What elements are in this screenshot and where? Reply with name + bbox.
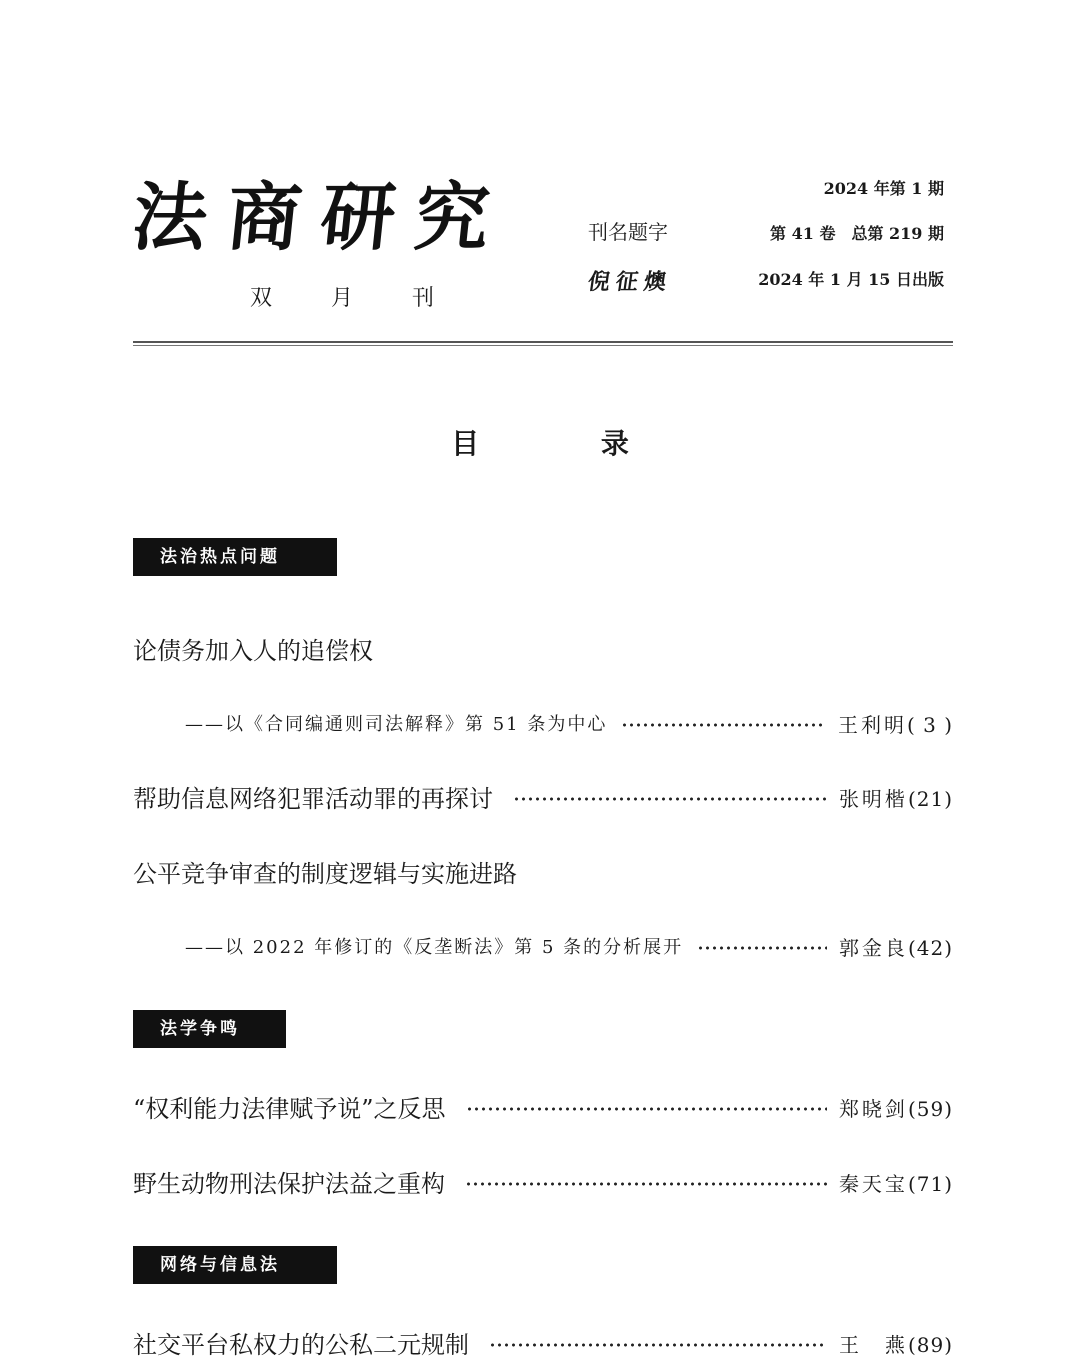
journal-logo: 法商研究 bbox=[128, 175, 514, 261]
article-author: 郭金良 bbox=[838, 936, 908, 960]
article-title: 野生动物刑法保护法益之重构 bbox=[133, 1170, 445, 1198]
toc-entry[interactable] bbox=[133, 931, 953, 965]
issue-number: 2024 年第 1 期 bbox=[823, 179, 944, 198]
article-subtitle: ——以 2022 年修订的《反垄断法》第 5 条的分析展开 bbox=[185, 937, 684, 958]
publication-frequency: 双 月 刊 bbox=[250, 286, 460, 311]
leader-dots bbox=[489, 1328, 827, 1362]
page-number: (21) bbox=[907, 787, 953, 811]
leader-dots bbox=[513, 782, 827, 816]
article-author: 王 燕 bbox=[838, 1333, 908, 1357]
volume-number: 第 41 卷 总第 219 期 bbox=[770, 224, 944, 243]
toc-entry[interactable] bbox=[133, 1167, 953, 1201]
toc-entry[interactable] bbox=[133, 708, 953, 742]
article-author: 王利明 bbox=[837, 713, 907, 737]
publish-date: 2024 年 1 月 15 日出版 bbox=[758, 270, 944, 289]
section-label: 法治热点问题 bbox=[133, 538, 337, 576]
calligrapher-signature: 倪征燠 bbox=[586, 269, 674, 295]
article-author: 秦天宝 bbox=[838, 1172, 908, 1196]
table-of-contents-heading: 目 录 bbox=[451, 427, 685, 460]
page-number: (71) bbox=[907, 1172, 953, 1196]
article-title: 社交平台私权力的公私二元规制 bbox=[133, 1331, 469, 1359]
header-divider-thin bbox=[133, 345, 953, 346]
page-number: (89) bbox=[907, 1333, 953, 1357]
leader-dots bbox=[621, 708, 826, 742]
page-number: ( 3 ) bbox=[906, 713, 953, 737]
article-title: 帮助信息网络犯罪活动罪的再探讨 bbox=[133, 785, 493, 813]
leader-dots bbox=[465, 1167, 827, 1201]
article-author: 郑晓剑 bbox=[838, 1097, 908, 1121]
header-divider bbox=[133, 341, 953, 343]
toc-entry[interactable] bbox=[133, 1092, 953, 1126]
toc-entry[interactable] bbox=[133, 782, 953, 816]
article-subtitle: ——以《合同编通则司法解释》第 51 条为中心 bbox=[185, 714, 608, 735]
leader-dots bbox=[466, 1092, 827, 1126]
toc-entry[interactable] bbox=[133, 1328, 953, 1362]
article-title: “权利能力法律赋予说”之反思 bbox=[133, 1095, 446, 1123]
article-title[interactable]: 论债务加入人的追偿权 bbox=[133, 637, 373, 665]
section-label: 网络与信息法 bbox=[133, 1246, 337, 1284]
calligraphy-label: 刊名题字 bbox=[588, 220, 668, 244]
article-title[interactable]: 公平竞争审查的制度逻辑与实施进路 bbox=[133, 860, 517, 888]
leader-dots bbox=[697, 931, 827, 965]
page-number: (42) bbox=[907, 936, 953, 960]
page-number: (59) bbox=[907, 1097, 953, 1121]
article-author: 张明楷 bbox=[838, 787, 908, 811]
section-label: 法学争鸣 bbox=[133, 1010, 286, 1048]
